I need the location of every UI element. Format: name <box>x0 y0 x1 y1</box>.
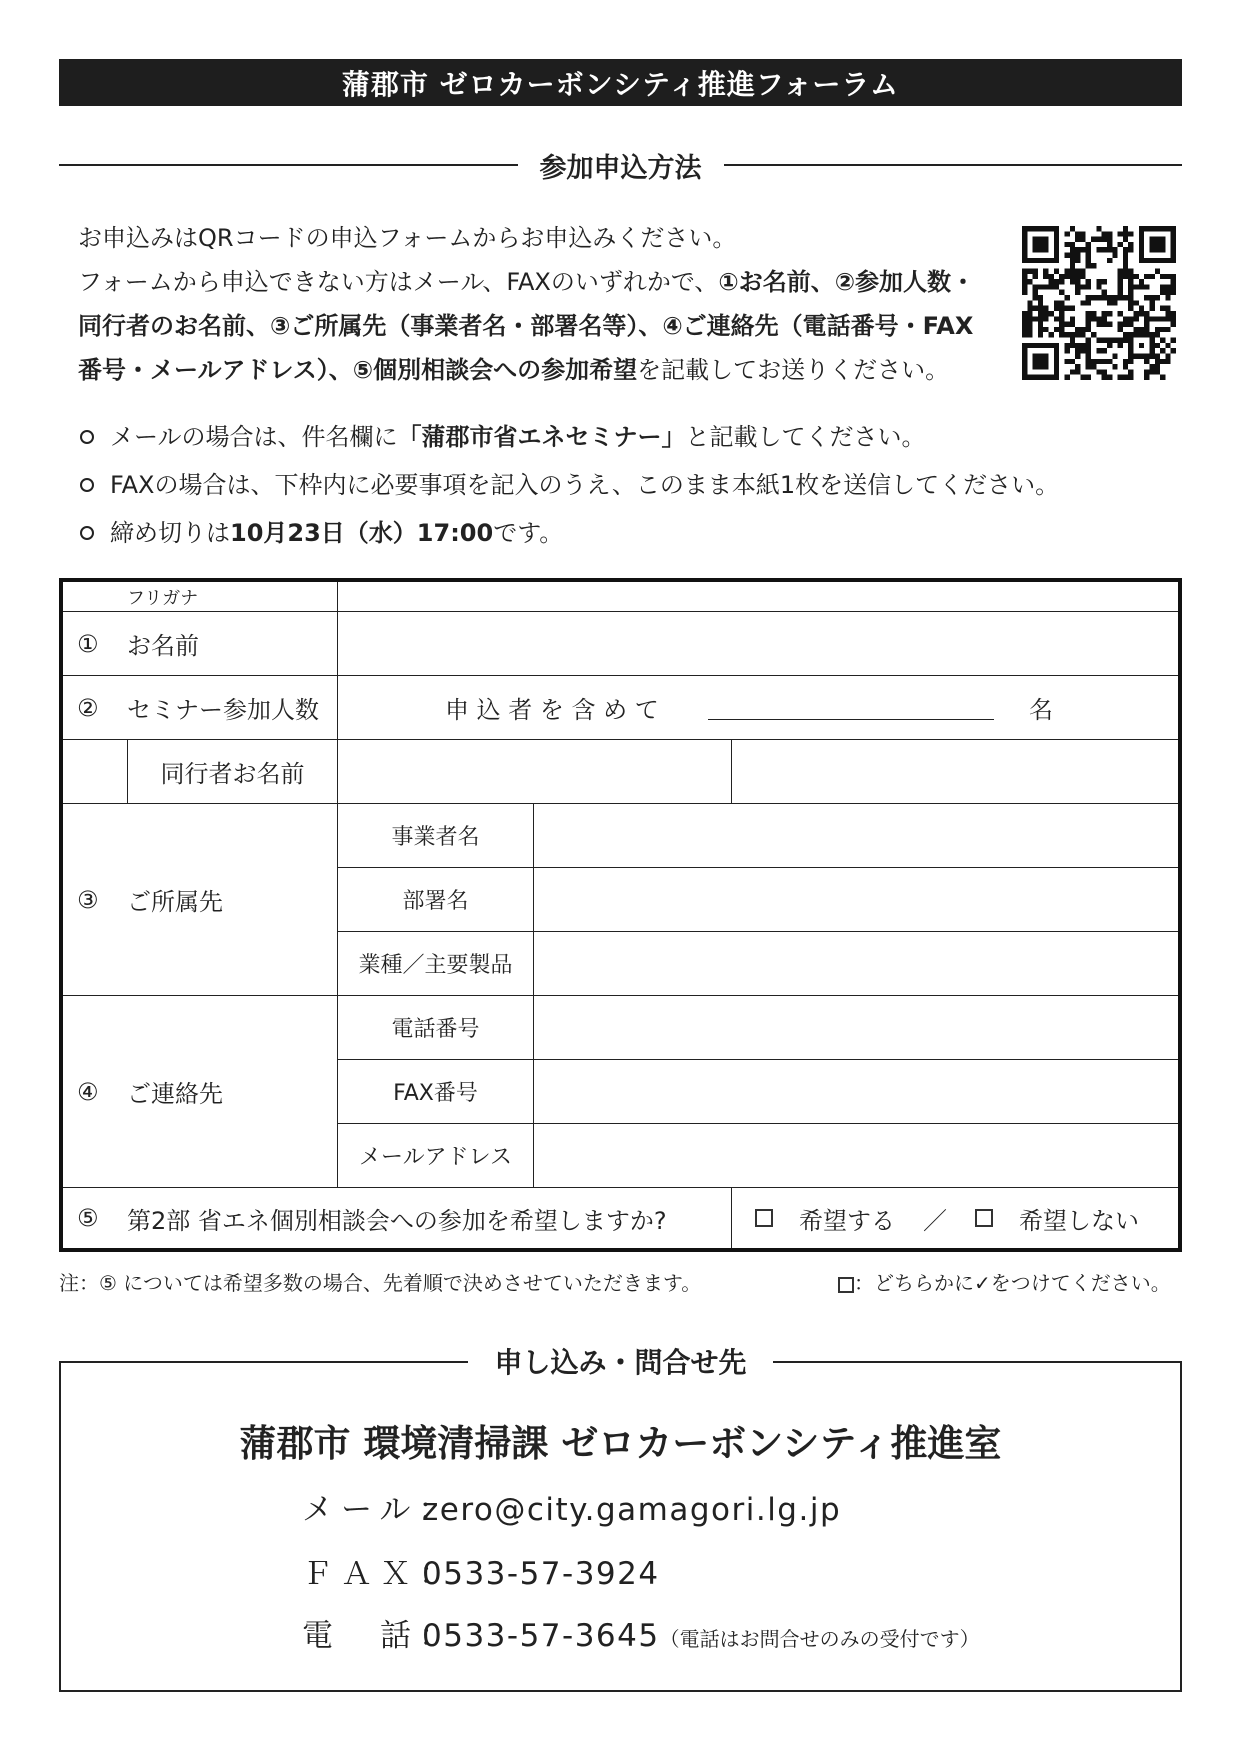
tel-label: 電 話： <box>302 1618 458 1654</box>
page-title-text: 蒲郡市 ゼロカーボンシティ推進フォーラム <box>341 67 900 101</box>
bullet-list <box>80 413 1059 557</box>
count-input[interactable] <box>708 719 994 720</box>
intro-line <box>78 304 1008 348</box>
intro-bold: 番号・メールアドレス）、⑤個別相談会への参加希望 <box>78 356 638 384</box>
furigana-label: フリガナ <box>127 587 199 609</box>
intro-paragraph <box>78 216 1008 392</box>
bullet-item <box>80 461 1059 509</box>
fax-label: FAX番号 <box>393 1081 478 1106</box>
intro-line <box>78 348 1008 392</box>
consult-options <box>755 1188 1139 1248</box>
companion-label: 同行者お名前 <box>160 760 305 788</box>
item-number: ③ <box>77 885 99 914</box>
office-name: 蒲郡市 環境清掃課 ゼロカーボンシティ推進室 <box>239 1422 1002 1465</box>
fax-input[interactable] <box>534 1060 1178 1123</box>
bullet-text: です。 <box>493 519 564 547</box>
item-number: ① <box>77 629 99 658</box>
mail-address[interactable]: zero@city.gamagori.lg.jp <box>422 1492 842 1528</box>
fax-number: 0533-57-3924 <box>422 1556 660 1592</box>
industry-label: 業種／主要製品 <box>358 953 513 978</box>
tel-line <box>302 1610 980 1655</box>
companion-input-2[interactable] <box>732 740 1178 803</box>
note-right-text: ：どちらかに✓をつけてください。 <box>854 1271 1171 1295</box>
contact-heading <box>0 1341 1241 1381</box>
circle-bullet-icon <box>80 526 94 540</box>
separator: ／ <box>923 1206 947 1235</box>
bullet-bold: 「蒲郡市省エネセミナー」 <box>397 423 686 451</box>
email-input[interactable] <box>534 1124 1178 1187</box>
bullet-text: と記載してください。 <box>685 423 926 451</box>
item-number: ④ <box>77 1077 99 1106</box>
contact-label: ご連絡先 <box>127 1080 223 1108</box>
phone-label: 電話番号 <box>391 1017 480 1042</box>
department-label: 部署名 <box>402 889 469 914</box>
note-right <box>838 1267 1171 1296</box>
seminar-count-label: セミナー参加人数 <box>127 696 319 724</box>
application-form <box>59 578 1182 1252</box>
bullet-text: 締め切りは <box>110 519 230 547</box>
intro-bold: 同行者のお名前、③ご所属先（事業者名・部署名等）、④ご連絡先（電話番号・FAX <box>78 312 974 340</box>
divider-left <box>59 164 518 166</box>
intro-line: お申込みはQRコードの申込フォームからお申込みください。 <box>78 224 737 252</box>
tel-number: 0533-57-3645 <box>422 1618 660 1654</box>
person-unit: 名 <box>1029 696 1053 724</box>
name-input[interactable] <box>338 612 1178 675</box>
yes-label: 希望する <box>799 1206 895 1235</box>
section-heading-method <box>59 145 1182 185</box>
note-left: 注：⑤ については希望多数の場合、先着順で決めさせていただきます。 <box>59 1271 702 1295</box>
circle-bullet-icon <box>80 478 94 492</box>
business-name-input[interactable] <box>534 804 1178 867</box>
deadline: 10月23日（水）17:00 <box>230 519 494 547</box>
fax-contact-label: ＦＡＸ： <box>302 1556 458 1592</box>
fax-line <box>302 1548 660 1593</box>
intro-text: フォームから申込できない方はメール、FAXのいずれかで、 <box>78 268 719 296</box>
qr-code[interactable] <box>1022 226 1176 380</box>
intro-line <box>78 260 1008 304</box>
intro-text: を記載してお送りください。 <box>637 356 950 384</box>
intro-bold: ①お名前、②参加人数・ <box>718 268 976 296</box>
yes-checkbox[interactable] <box>755 1209 773 1227</box>
page-title <box>59 59 1182 106</box>
furigana-input[interactable] <box>338 582 1178 611</box>
tel-note: （電話はお問合せのみの受付です） <box>659 1627 980 1651</box>
bullet-item <box>80 413 1059 461</box>
contact-title: 申し込み・問合せ先 <box>468 1341 772 1381</box>
circle-bullet-icon <box>80 430 94 444</box>
phone-input[interactable] <box>534 996 1178 1059</box>
department-input[interactable] <box>534 868 1178 931</box>
industry-input[interactable] <box>534 932 1178 995</box>
no-checkbox[interactable] <box>975 1209 993 1227</box>
including-applicant-text: 申 込 者 を 含 め て <box>445 696 659 724</box>
mail-label: メール： <box>302 1492 458 1528</box>
consult-question: 第2部 省エネ個別相談会への参加を希望しますか? <box>127 1206 667 1235</box>
checkbox-icon <box>838 1277 854 1293</box>
divider-right <box>724 164 1183 166</box>
bullet-text: FAXの場合は、下枠内に必要事項を記入のうえ、このまま本紙1枚を送信してください。 <box>110 471 1060 499</box>
col-divider <box>731 1187 732 1248</box>
business-name-label: 事業者名 <box>391 825 480 850</box>
email-label: メールアドレス <box>359 1145 512 1170</box>
affiliation-label: ご所属先 <box>127 888 223 916</box>
mail-line <box>302 1484 841 1529</box>
item-number: ⑤ <box>77 1204 99 1232</box>
item-number: ② <box>77 693 99 722</box>
bullet-item <box>80 509 1059 557</box>
section-title: 参加申込方法 <box>539 152 702 184</box>
no-label: 希望しない <box>1019 1206 1139 1235</box>
companion-input-1[interactable] <box>338 740 731 803</box>
bullet-text: メールの場合は、件名欄に <box>110 423 398 451</box>
name-label: お名前 <box>127 632 199 660</box>
